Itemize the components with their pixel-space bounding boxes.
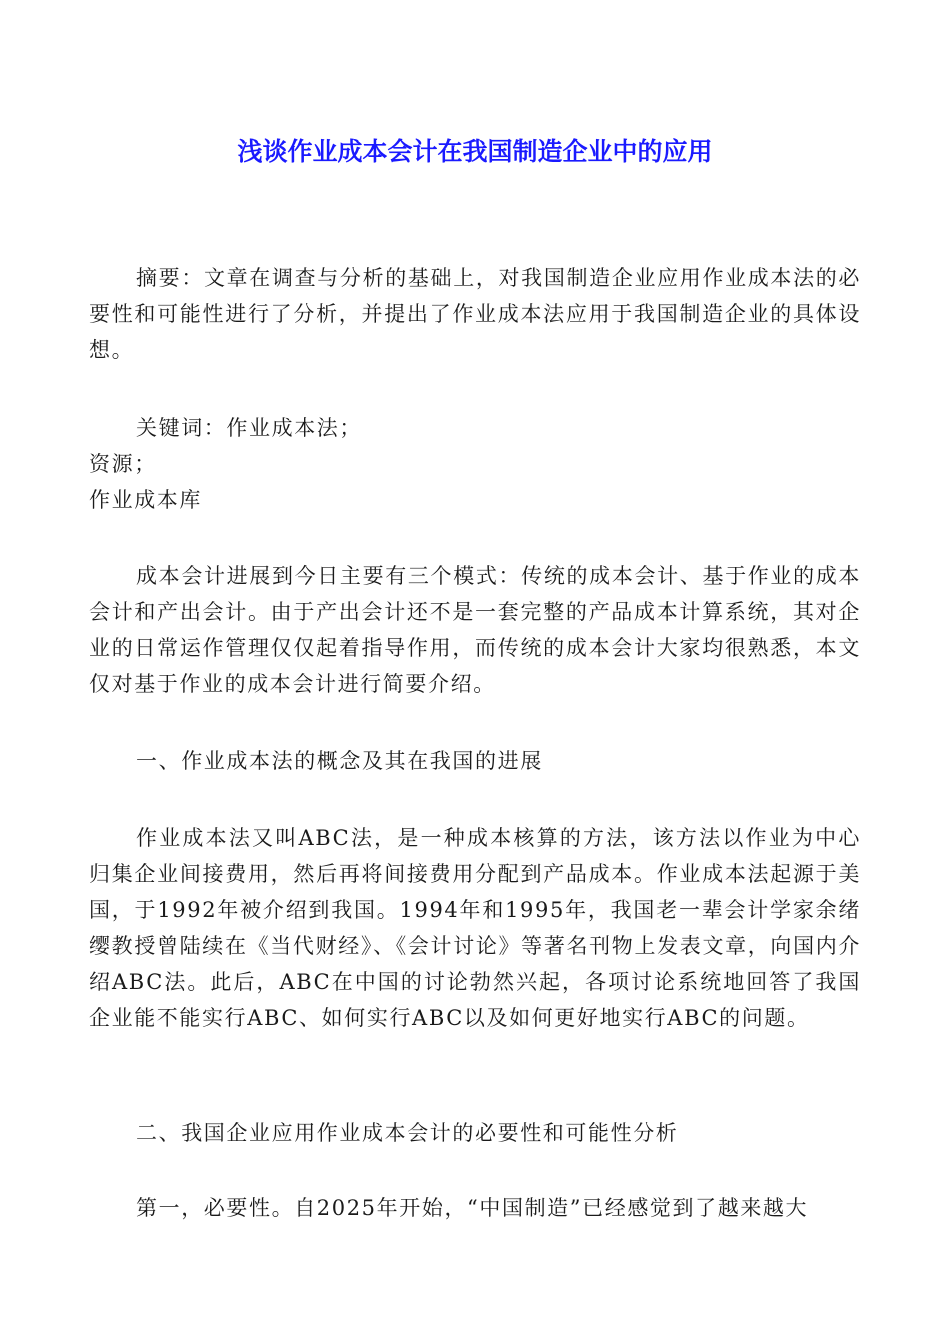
intro-paragraph: 成本会计进展到今日主要有三个模式：传统的成本会计、基于作业的成本会计和产出会计。由于产出会计还不是一套完整的产品成本计算系统，其对企业的日常运作管理仅仅起着指导作用，而传统的成本会计大家均很熟悉，本文仅对基于作业的成本会计进行简要介绍。 (89, 564, 861, 696)
section1-paragraph: 作业成本法又叫ABC法，是一种成本核算的方法，该方法以作业为中心归集企业间接费用，然后再将间接费用分配到产品成本。作业成本法起源于美国，于1992年被介绍到我国。1994年和1995年，我国老一辈会计学家余绪缨教授曾陆续在《当代财经》、《会计讨论》等著名刊物上发表文章，向国内介绍ABC法。此后，ABC在中国的讨论勃然兴起，各项讨论系统地回答了我国企业能不能实行ABC、如何实行ABC以及如何更好地实行ABC的问题。 (89, 826, 861, 1030)
keywords-line-2: 资源； (89, 452, 157, 476)
section-heading-1: 一、作业成本法的概念及其在我国的进展 (136, 749, 543, 773)
keywords-line-1: 关键词：作业成本法； (136, 416, 362, 440)
section2-paragraph-start: 第一，必要性。自2025年开始，“中国制造”已经感觉到了越来越大 (136, 1196, 809, 1220)
document-title: 浅谈作业成本会计在我国制造企业中的应用 (237, 137, 713, 166)
abstract-paragraph: 摘要：文章在调查与分析的基础上，对我国制造企业应用作业成本法的必要性和可能性进行了分析，并提出了作业成本法应用于我国制造企业的具体设想。 (89, 266, 861, 362)
keywords-line-3: 作业成本库 (89, 488, 202, 512)
section-heading-2: 二、我国企业应用作业成本会计的必要性和可能性分析 (136, 1121, 679, 1145)
